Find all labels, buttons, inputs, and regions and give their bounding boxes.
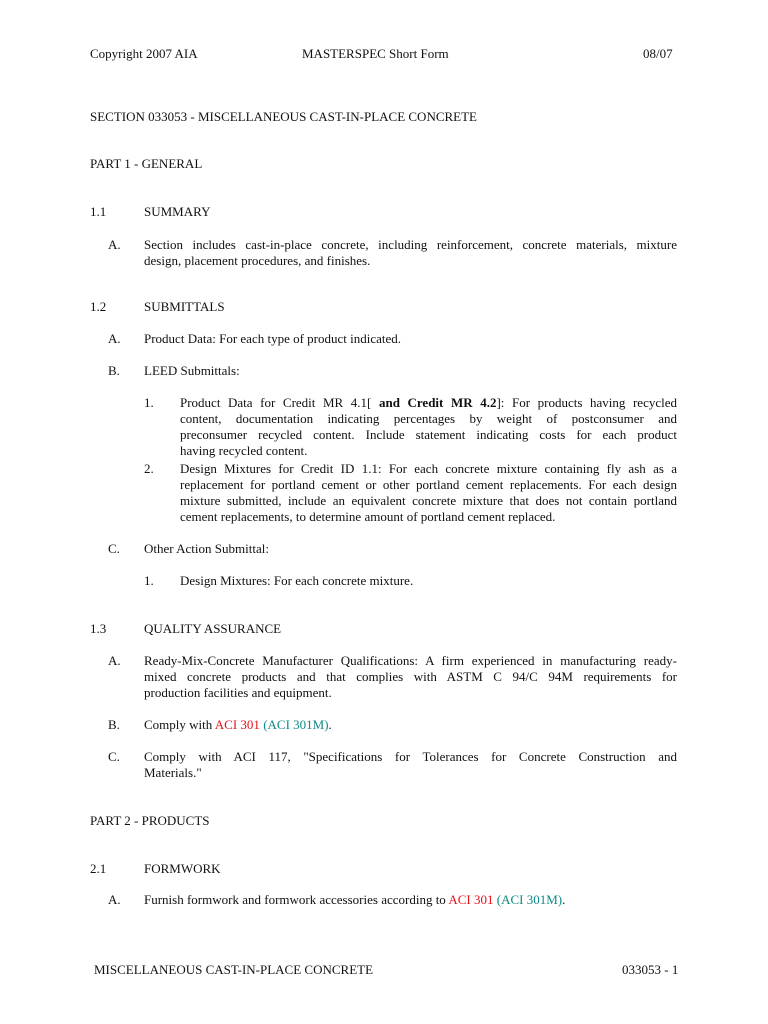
para-2-1-a-letter: A. [108,892,121,907]
article-1-2-title: SUBMITTALS [144,299,225,314]
article-1-3-number: 1.3 [90,621,107,636]
sub-1-2-b-1-line2: content, documentation indicating percentages by weight of postconsumer and [180,411,677,426]
credit-mr-text: Product Data for Credit MR 4.1[ [180,395,372,410]
para-1-3-c-line1: Comply with ACI 117, "Specifications for Tolerances for Concrete Construction and [144,749,677,764]
period: . [562,892,566,907]
aci-301-reference: ACI 301 [214,717,260,732]
article-2-1-number: 2.1 [90,861,107,876]
article-1-1-title: SUMMARY [144,204,211,219]
para-1-3-c-line2: Materials." [144,765,202,780]
sub-1-2-c-1-text: Design Mixtures: For each concrete mixture. [180,573,414,588]
header-copyright: Copyright 2007 AIA [90,46,198,61]
article-1-1-number: 1.1 [90,204,107,219]
article-1-2-number: 1.2 [90,299,107,314]
header-date: 08/07 [643,46,673,61]
para-1-2-c-text: Other Action Submittal: [144,541,269,556]
footer-page-number: 033053 - 1 [622,962,679,977]
part-2-heading: PART 2 - PRODUCTS [90,813,210,828]
para-1-3-a-line3: production facilities and equipment. [144,685,332,700]
para-1-1-a-letter: A. [108,237,121,252]
period: . [328,717,332,732]
section-title: SECTION 033053 - MISCELLANEOUS CAST-IN-PLACE CONCRETE [90,109,477,124]
para-1-2-c-letter: C. [108,541,120,556]
para-1-1-a-line1: Section includes cast-in-place concrete, including reinforcement, concrete materials, mixture [144,237,677,252]
sub-1-2-b-2-line4: cement replacements, to determine amount of portland cement replaced. [180,509,556,524]
sub-1-2-b-2-line1: Design Mixtures for Credit ID 1.1: For each concrete mixture containing fly ash as a [180,461,677,476]
para-1-3-c-letter: C. [108,749,120,764]
sub-1-2-b-1-number: 1. [144,395,154,410]
para-1-1-a-text [144,237,677,269]
para-1-2-b-text: LEED Submittals: [144,363,240,378]
article-2-1-title: FORMWORK [144,861,221,876]
comply-with-text: Comply with [144,717,215,732]
furnish-formwork-text: Furnish formwork and formwork accessories according to [144,892,449,907]
para-2-1-a-text [144,892,565,908]
aci-301m-reference: (ACI 301M) [493,892,563,907]
credit-mr-rest: ]: For products having recycled [496,395,677,410]
header-title: MASTERSPEC Short Form [302,46,449,61]
sub-1-2-b-1-text [180,395,677,459]
para-1-3-a-text [144,653,677,701]
sub-1-2-b-2-line3: mixture submitted, include an equivalent concrete mixture that does not contain portland [180,493,677,508]
sub-1-2-c-1-number: 1. [144,573,154,588]
para-1-2-b-letter: B. [108,363,120,378]
sub-1-2-b-1-line1 [180,395,677,411]
footer-section-name: MISCELLANEOUS CAST-IN-PLACE CONCRETE [94,962,374,977]
credit-mr-bold: and Credit MR 4.2 [371,395,497,410]
para-1-3-c-text [144,749,677,781]
para-1-3-a-line1: Ready-Mix-Concrete Manufacturer Qualifications: A firm experienced in manufacturing ready- [144,653,677,668]
sub-1-2-b-2-number: 2. [144,461,154,476]
sub-1-2-b-1-line4: having recycled content. [180,443,308,458]
para-1-3-b-text [144,717,332,733]
sub-1-2-b-1-line3: preconsumer recycled content. Include statement indicating costs for each product [180,427,677,442]
para-1-3-a-line2: mixed concrete products and that complies with ASTM C 94/C 94M requirements for [144,669,677,684]
para-1-3-a-letter: A. [108,653,121,668]
para-1-2-a-text: Product Data: For each type of product indicated. [144,331,402,346]
aci-301m-reference: (ACI 301M) [259,717,329,732]
sub-1-2-b-2-text [180,461,677,525]
article-1-3-title: QUALITY ASSURANCE [144,621,282,636]
para-1-3-b-letter: B. [108,717,120,732]
para-1-2-a-letter: A. [108,331,121,346]
para-1-1-a-line2: design, placement procedures, and finishes. [144,253,371,268]
aci-301-reference: ACI 301 [448,892,494,907]
sub-1-2-b-2-line2: replacement for portland cement or other portland cement replacements. For each design [180,477,677,492]
part-1-heading: PART 1 - GENERAL [90,156,203,171]
